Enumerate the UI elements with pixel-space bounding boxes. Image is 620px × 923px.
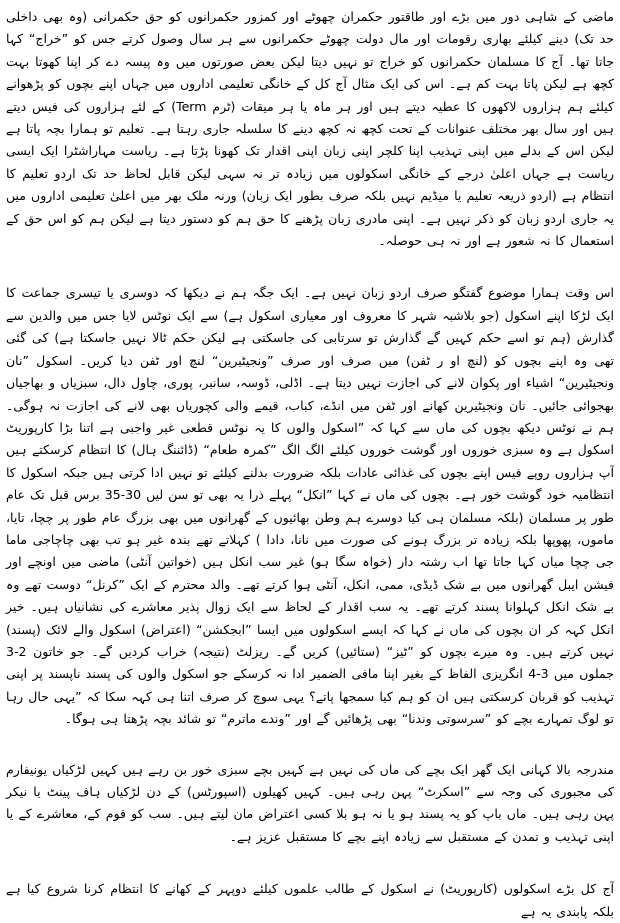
article-page xyxy=(6,6,614,919)
paragraph-summary: مندرجہ بالا کہانی ایک گھر ایک بچے کی ماں کی نہیں ہے کہیں بچے سبزی خور بن رہے ہیں کہیں لڑکیاں یونیفارم کی مجبوری کی وجہ سے ”اسکرٹ“ پہن رہی ہیں۔ کہیں کھیلوں (اسپورٹس) کے دن لڑکیاں ہاف پینٹ یا نیکر پہن رہی ہیں۔ ماں باپ کو یہ پسند ہو یا نہ ہو بلا کسی اعتراض مان لیتے ہیں۔ سب کو قوم کے، معاشرے کے یا اپنی تہذیب و تمدن کے مستقبل سے زیادہ اپنے بچے کا مستقبل عزیز ہے۔ xyxy=(6,761,614,844)
paragraph-continuation: آج کل بڑے اسکولوں (کارپوریٹ) نے اسکول کے طالب علموں کیلئے دوپہر کے کھانے کا انتظام کرنا شروع کیا ہے بلکہ پابندی یہ ہے xyxy=(6,881,614,919)
paragraph-intro: ماضی کے شاہی دور میں بڑے اور طاقتور حکمران چھوٹے اور کمزور حکمرانوں کو حق حکمرانی (وہ بھی داخلی حد تک) دینے کیلئے بھاری رقومات اور مال دولت چھوٹے حکمرانوں سے ہر سال وصول کرتے جس کو ”خراج“ کہا جاتا تھا۔ آج کا مسلمان حکمرانوں کو خراج تو نہیں دیتا لیکن بعض صورتوں میں وہ پیسہ دے کر اپنا کھوتا بہت کچھ ہے لیکن پاتا بہت کم ہے۔ اس کی ایک مثال آج کل کے خانگی تعلیمی اداروں میں جہاں اپنے بچوں کو پڑھوانے کیلئے ہم ہزاروں لاکھوں کا عطیہ دیتے ہیں اور ہر ماہ یا ہر میقات (ٹرم Term) کے لئے ہزاروں کی فیس دیتے ہیں اور سال بھر مختلف عنوانات کے تحت کچھ نہ کچھ دینے کا سلسلہ جاری رہتا ہے۔ تعلیم تو ہمارا بچہ پاتا ہے لیکن اس کے بدلے میں اپنی تہذیب اپنا کلچر اپنی زبان اپنی اقدار تک کھونا پڑتا ہے۔ ریاست مہاراشٹرا ایک ایسی ریاست ہے جہاں اعلیٰ درجے کے خانگی اسکولوں میں زیادہ تر نہ سہی لیکن قابل لحاظ حد تک اردو تعلیم کا انتظام ہے (اردو ذریعہ تعلیم یا میڈیم نہیں بلکہ صرف بطور ایک زبان) ورنہ ملک بھر میں اعلیٰ تعلیمی اداروں میں یہ جاری اردو زبان کو ذکر نہیں ہے۔ اپنی مادری زبان پڑھنے کا حق ہم کو دستور دیتا ہے لیکن ہم کو اس حق کے استعمال کا نہ شعور ہے اور نہ ہی حوصلہ۔ xyxy=(6,9,614,249)
paragraph-school-notice: اس وقت ہمارا موضوع گفتگو صرف اردو زبان نہیں ہے۔ ایک جگہ ہم نے دیکھا کہ دوسری یا تیسری جماعت کا ایک لڑکا اپنے اسکول (جو بلاشبہ شہر کا معروف اور معیاری اسکول ہے) سے ایک نوٹس لایا جس میں والدین سے گذارش (ہم تو اسے حکم کہیں گے گذارش تو سرتابی کی جاسکتی ہے لیکن حکم ٹالا نہیں جاسکتا ہے) کی گئی تھی وہ اپنے بچوں کو (لنچ او ر ٹفن) میں صرف اور صرف ”ونجیٹیرین“ لنچ اور ٹفن دیا کریں۔ اسکول ”نان ونجیٹیرین“ اشیاء اور پکوان لانے کی اجازت نہیں دیتا ہے۔ اڈلی، ڈوسہ، سانبر، پوری، چاول دال، سبزیاں و بھاجیاں بھجوائی جائیں۔ نان ونجیٹیرین کھانے اور ٹفن میں انڈے، کباب، قیمے والی کچوریاں بھی لانے کی اجازت نہ ہوگی۔ ہم نے نوٹس دیکھ بچوں کی ماں سے کہا کہ ”اسکول والوں کا یہ نوٹس قطعی غیر واجبی ہے اتنا بڑا کارپوریٹ اسکول ہے وہ سبزی خوروں اور گوشت خوروں کیلئے الگ الگ ”کمرہ طعام“ (ڈائننگ ہال) کا انتظام کرسکتے ہیں آپ ہزاروں روپے فیس اپنے بچوں کی غذائی عادات بلکہ ضرورت بدلنے کیلئے تو نہیں ادا کرتی ہیں جبکہ اسکول کا انتظامیہ خود گوشت خور ہے۔ بچوں کی ماں نے کہا ”انکل“ پہلے ذرا یہ بھی تو سن لیں 30-35 برس قبل تک عام طور پر مسلمان (بلکہ مسلمان ہی کیا دوسرے ہم وطن بھائیوں کے گھرانوں میں بھی بزرگ عام طور پر چچا، تایا، ماموں، پھوپھا بلکہ زیادہ تر بزرگ ہونے کی صورت میں نانا، دادا ) کہلاتے تھے بندہ غیر ہو تب بھی چاچاجی ماما جی چچا میاں کہا جاتا تھا اب رشتہ دار (خواہ سگا ہو) غیر سب انکل ہیں (خواتین آنٹی) ماضی میں اونچے اور فیشن ایبل گھرانوں میں بے شک ڈیڈی، ممی، انکل، آنٹی ہوا کرتے تھے۔ والد محترم کے ایک ”کرنل“ دوست تھے وہ بے شک انکل کہلوانا پسند کرتے تھے۔ یہ سب اقدار کے لحاظ سے ایک زوال پذیر معاشرے کی نشانیاں ہیں۔ خیر انکل کہہ کر ان بچوں کی ماں نے کہا کہ ایسے اسکولوں میں ایسا ”ابجکشن“ (اعتراض) اسکول والے لائک (پسند) نہیں کرتے ہیں۔ وہ میرے بچوں کو ”ٹیز“ (ستائیں) کریں گے۔ ریزلٹ (نتیجہ) خراب کردیں گے۔ جو خاتون 2-3 جملوں میں 3-4 انگریزی الفاظ کے بغیر اپنا مافی الضمیر ادا نہ کرسکے جو اسکول والوں کی پسند ناپسند پر اپنی تہذیب کو قربان کرسکتی ہیں ان کو ہم کیا سمجھا پاتے؟ یہی سوچ کر صرف اتنا ہی کہہ سکا کہ ”یہی حال رہا تو لوگ تمہارے بچے کو ”سرسوتی وندنا“ بھی پڑھائیں گے اور ”وندے ماترم“ تو شائد بچہ پڑھتا ہی ہوگا۔ xyxy=(6,285,614,727)
